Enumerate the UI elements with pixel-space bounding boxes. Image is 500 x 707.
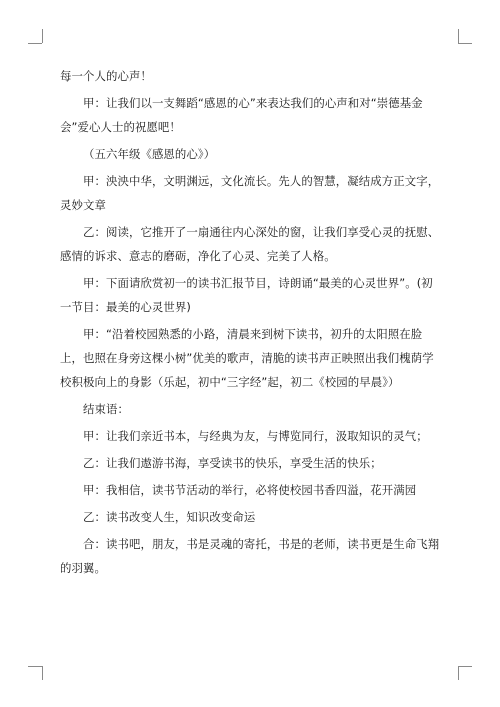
paragraph-closing-line-1: 甲：让我们亲近书本，与经典为友，与博览同行，汲取知识的灵气；	[83, 429, 428, 443]
paragraph-opening-line: 每一个人的心声！	[60, 69, 152, 83]
paragraph-closing-line-2: 乙：让我们遨游书海，享受读书的快乐，享受生活的快乐；	[83, 456, 382, 470]
paragraph-closing-line-3: 甲：我相信，读书节活动的举行，必将使校园书香四溢，花开满园	[83, 483, 417, 497]
paragraph-closing-heading: 结束语：	[83, 402, 129, 416]
paragraph-campus-song: 甲：“沿着校园熟悉的小路，清晨来到树下读书，初升的太阳照在脸上，也照在身旁这棵小树”优美的歌声，清脆的读书声正映照出我们槐荫学校积极向上的身影（乐起，初中“三字经”起，初二《校园的早晨》）	[60, 327, 434, 389]
paragraph-closing-line-4: 乙：读书改变人生，知识改变命运	[83, 510, 256, 524]
paragraph-dance-intro: 甲：让我们以一支舞蹈“感恩的心”来表达我们的心声和对“崇德基金会”爱心人士的祝愿吧！	[60, 96, 423, 134]
paragraph-poem-intro: 甲：下面请欣赏初一的读书汇报节目，诗朗诵“最美的心灵世界”。(初一节目：最美的心灵世界)	[60, 276, 433, 314]
document-page	[60, 64, 440, 583]
paragraph-reading-window: 乙：阅读，它推开了一扇通往内心深处的窗，让我们享受心灵的抚慰、感情的诉求、意志的磨砺，净化了心灵、完美了人格。	[60, 225, 440, 263]
paragraph-closing-line-5: 合：读书吧，朋友，书是灵魂的寄托，书是的老师，读书更是生命飞翔的羽翼。	[60, 537, 440, 575]
paragraph-program-note-5-6: （五六年级《感恩的心》）	[83, 147, 216, 161]
paragraph-chinese-culture: 甲：泱泱中华，文明渊远，文化流长。先人的智慧，凝结成方正文字，灵妙文章	[60, 174, 440, 212]
